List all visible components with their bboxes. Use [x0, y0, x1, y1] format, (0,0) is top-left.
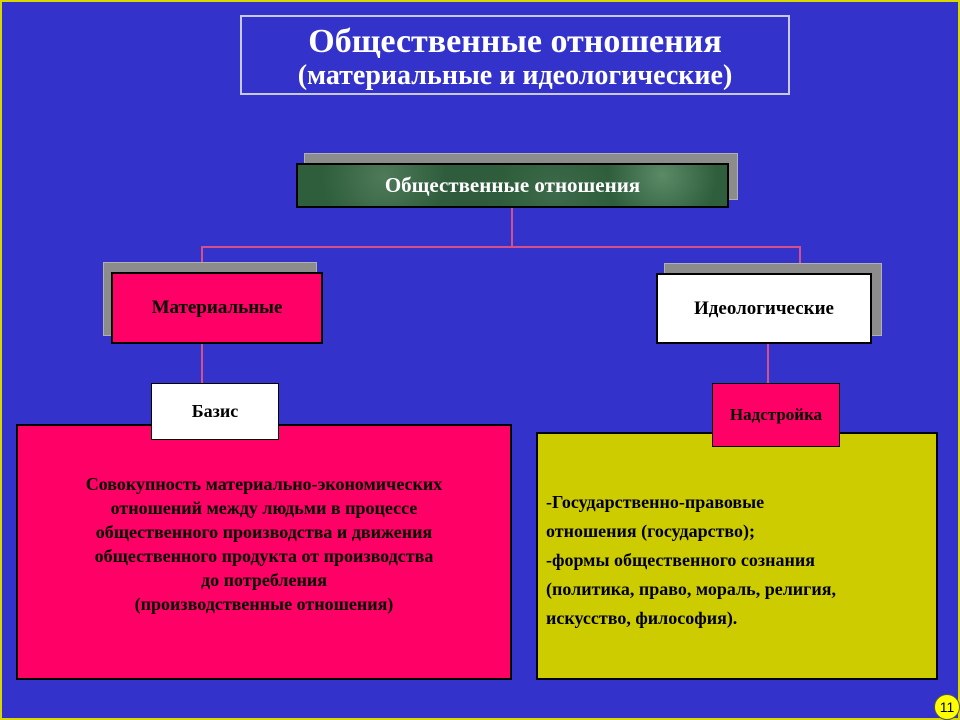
superstructure-line: искусство, философия).	[546, 608, 738, 628]
ideological-node-label: Идеологические	[694, 297, 834, 319]
root-node	[296, 163, 729, 208]
ideological-node	[656, 273, 872, 344]
connector-root-down	[511, 208, 513, 247]
root-node-label: Общественные отношения	[384, 173, 641, 197]
superstructure-line: -формы общественного сознания	[546, 550, 815, 570]
connector-ideo-superstructure	[767, 344, 769, 383]
superstructure-line: -Государственно-правовые	[546, 492, 765, 512]
title-main: Общественные отношения	[308, 23, 722, 60]
material-node-label: Материальные	[151, 297, 283, 318]
basis-line: общественного производства и движения	[95, 522, 433, 542]
superstructure-line: (политика, право, мораль, религия,	[546, 579, 836, 599]
superstructure-line: отношения (государство);	[546, 521, 756, 541]
superstructure-node	[712, 383, 840, 447]
page-number-badge	[934, 694, 960, 720]
basis-line: (производственные отношения)	[134, 594, 394, 614]
basis-line: до потребления	[201, 570, 327, 590]
basis-line: отношений между людьми в процессе	[110, 498, 418, 518]
connector-horizontal	[201, 246, 801, 248]
basis-line: общественного продукта от производства	[94, 546, 434, 566]
basis-line: Совокупность материально-экономических	[85, 474, 443, 494]
superstructure-node-label: Надстройка	[729, 405, 823, 424]
basis-description	[16, 424, 512, 680]
page-number: 11	[939, 699, 955, 715]
connector-material-basis	[201, 344, 203, 383]
basis-node-label: Базис	[191, 401, 239, 421]
superstructure-description	[536, 432, 938, 680]
basis-node	[151, 383, 279, 440]
material-node	[111, 272, 323, 344]
slide-title	[240, 15, 790, 95]
title-subtitle: (материальные и идеологические)	[297, 60, 733, 91]
